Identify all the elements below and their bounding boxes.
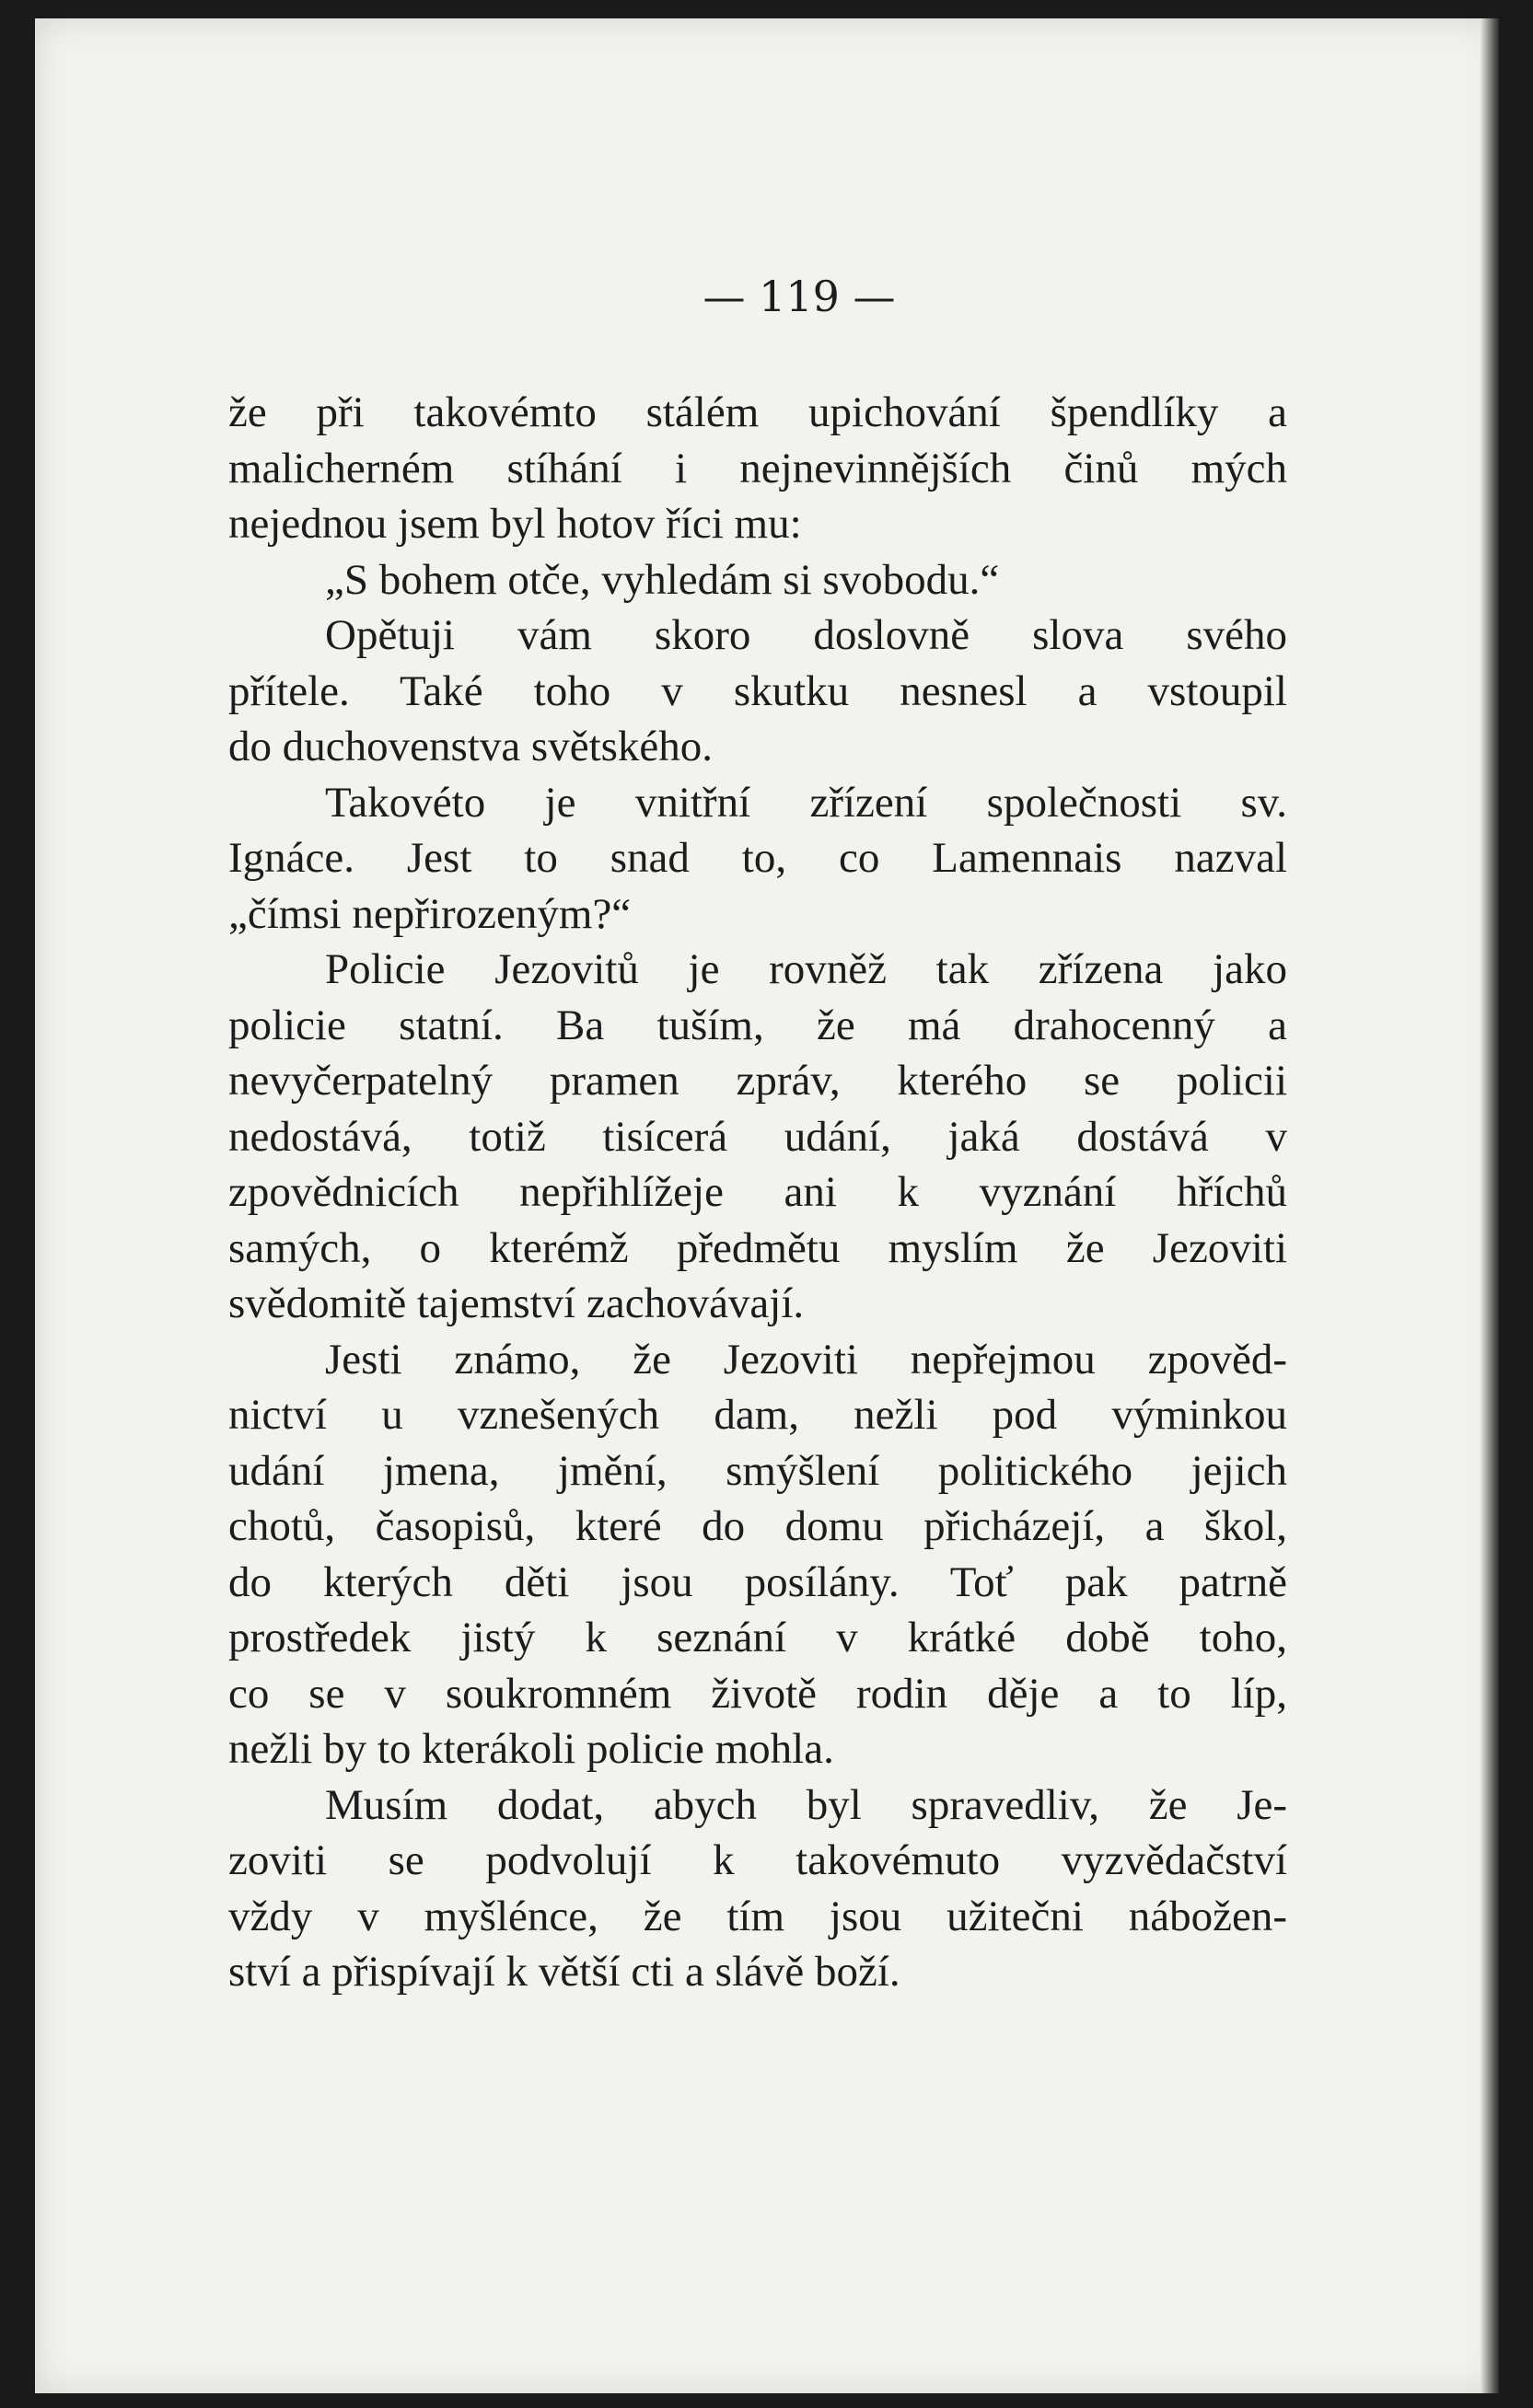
- text-line: chotů, časopisů, které do domu přicházejí, a škol,: [228, 1502, 1287, 1550]
- text-line: Opětuji vám skoro doslovně slova svého: [325, 611, 1287, 659]
- body-text: [228, 385, 1287, 2000]
- text-line: Musím dodat, abych byl spravedliv, že Je-: [325, 1780, 1287, 1829]
- text-line: udání jmena, jmění, smýšlení politického jejich: [228, 1446, 1287, 1495]
- text-line: „čímsi nepřirozeným?“: [228, 889, 632, 938]
- text-line: nevyčerpatelný pramen zpráv, kterého se policii: [228, 1057, 1287, 1105]
- text-line: co se v soukromném životě rodin děje a to líp,: [228, 1669, 1287, 1718]
- text-line: nežli by to kterákoli policie mohla.: [228, 1725, 834, 1773]
- text-line: nictví u vznešených dam, nežli pod výminkou: [228, 1391, 1287, 1439]
- text-line: do duchovenstva světského.: [228, 723, 714, 770]
- text-line: Takovéto je vnitřní zřízení společnosti sv.: [325, 778, 1287, 827]
- text-line: svědomitě tajemství zachovávají.: [228, 1279, 805, 1327]
- text-line: zpovědnicích nepřihlížeje ani k vyznání hříchů: [228, 1168, 1287, 1216]
- text-line: do kterých děti jsou posílány. Toť pak patrně: [228, 1557, 1287, 1606]
- text-line: Jesti známo, že Jezoviti nepřejmou zpověd-: [325, 1335, 1287, 1383]
- page-number: — 119 —: [703, 272, 896, 321]
- text-line: Policie Jezovitů je rovněž tak zřízena jako: [325, 945, 1287, 993]
- text-line: nedostává, totiž tisícerá udání, jaká dostává v: [228, 1112, 1287, 1161]
- text-line: zoviti se podvolují k takovémuto vyzvědačství: [228, 1836, 1287, 1884]
- text-line: prostředek jistý k seznání v krátké době toho,: [228, 1614, 1287, 1661]
- text-line: nejednou jsem byl hotov říci mu:: [228, 500, 802, 548]
- text-line: Ignáce. Jest to snad to, co Lamennais nazval: [228, 834, 1287, 882]
- text-line: samých, o kterémž předmětu myslím že Jezoviti: [228, 1223, 1287, 1272]
- page-edge-shadow: [1481, 18, 1499, 2393]
- text-line: že při takovémto stálém upichování špendlíky a: [228, 388, 1287, 436]
- text-line: malicherném stíhání i nejnevinnějších činů mých: [228, 444, 1287, 492]
- text-line: „S bohem otče, vyhledám si svobodu.“: [325, 555, 1000, 604]
- text-line: ství a přispívají k větší cti a slávě boží.: [228, 1948, 900, 1996]
- text-line: policie statní. Ba tuším, že má drahocenný a: [228, 1001, 1287, 1049]
- text-line: vždy v myšlénce, že tím jsou užitečni nábožen-: [228, 1892, 1287, 1940]
- book-page: [35, 18, 1499, 2393]
- text-line: přítele. Také toho v skutku nesnesl a vstoupil: [228, 666, 1287, 715]
